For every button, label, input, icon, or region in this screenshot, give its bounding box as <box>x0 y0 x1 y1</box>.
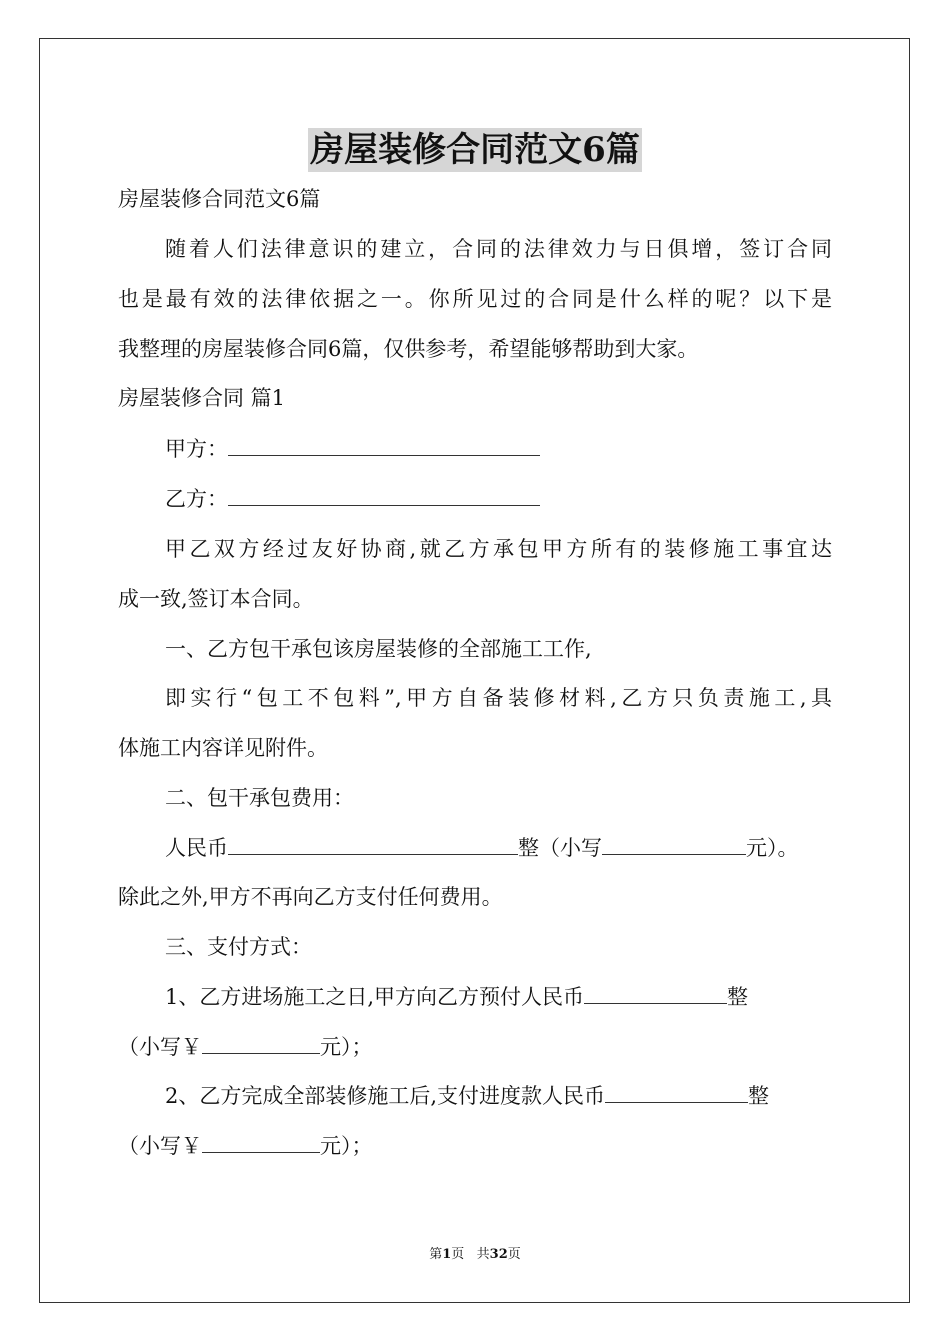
payment-2-line <box>165 1081 769 1111</box>
page-frame <box>39 38 910 1303</box>
intro-line-2: 也是最有效的法律依据之一。你所见过的合同是什么样的呢？以下是 <box>118 287 832 311</box>
clause-1-detail-line-1: 即实行“包工不包料”,甲方自备装修材料,乙方只负责施工,具 <box>165 686 832 710</box>
payment-2-amount-blank <box>605 1082 748 1103</box>
payment-2-small-line <box>118 1131 373 1161</box>
payment-2-small-blank <box>202 1132 320 1153</box>
agreement-line-1: 甲乙双方经过友好协商,就乙方承包甲方所有的装修施工事宜达 <box>165 537 832 561</box>
payment-1-text: 1、乙方进场施工之日,甲方向乙方预付人民币 <box>165 985 585 1009</box>
fee-note: 除此之外,甲方不再向乙方支付任何费用。 <box>118 885 503 909</box>
agreement-line-2: 成一致,签订本合同。 <box>118 587 314 611</box>
clause-2: 二、包干承包费用： <box>165 786 354 810</box>
page-suffix: 页 <box>507 1247 521 1262</box>
party-a-line <box>165 434 540 464</box>
payment-1-small-suffix: 元）； <box>320 1035 373 1059</box>
payment-1-amount-blank <box>584 983 727 1004</box>
clause-1-detail-line-2: 体施工内容详见附件。 <box>118 736 328 760</box>
clause-3: 三、支付方式： <box>165 935 312 959</box>
party-a-blank <box>228 435 540 456</box>
party-b-blank <box>228 485 540 506</box>
clause-1: 一、乙方包干承包该房屋装修的全部施工工作, <box>165 637 592 661</box>
fee-line <box>165 833 799 863</box>
page-prefix: 第 <box>429 1247 443 1262</box>
payment-1-small-prefix: （小写￥ <box>118 1035 202 1059</box>
party-b-line <box>165 484 540 514</box>
payment-1-small-blank <box>202 1033 320 1054</box>
fee-amount-blank <box>228 834 518 855</box>
page-footer <box>0 1246 950 1264</box>
payment-2-text: 2、乙方完成全部装修施工后,支付进度款人民币 <box>165 1084 606 1108</box>
page-mid: 页 共 <box>451 1247 490 1262</box>
intro-line-1: 随着人们法律意识的建立，合同的法律效力与日俱增，签订合同 <box>165 237 832 261</box>
payment-1-small-line <box>118 1032 373 1062</box>
party-b-label: 乙方： <box>165 487 228 511</box>
page-current: 1 <box>442 1247 452 1262</box>
page-total: 32 <box>489 1247 508 1262</box>
title-container <box>0 128 950 172</box>
payment-2-small-suffix: 元）； <box>320 1134 373 1158</box>
intro-line-3: 我整理的房屋装修合同6篇，仅供参考，希望能够帮助到大家。 <box>118 337 699 361</box>
party-a-label: 甲方： <box>165 437 228 461</box>
payment-1-end: 整 <box>727 985 749 1009</box>
fee-small-blank <box>602 834 746 855</box>
fee-middle: 整（小写 <box>518 836 602 860</box>
payment-1-line <box>165 982 748 1012</box>
document-title: 房屋装修合同范文6篇 <box>310 130 640 170</box>
fee-suffix: 元）。 <box>746 836 799 860</box>
fee-prefix: 人民币 <box>165 836 228 860</box>
document-subtitle: 房屋装修合同范文6篇 <box>118 187 321 211</box>
payment-2-small-prefix: （小写￥ <box>118 1134 202 1158</box>
section-heading: 房屋装修合同 篇1 <box>118 386 286 410</box>
payment-2-end: 整 <box>748 1084 770 1108</box>
